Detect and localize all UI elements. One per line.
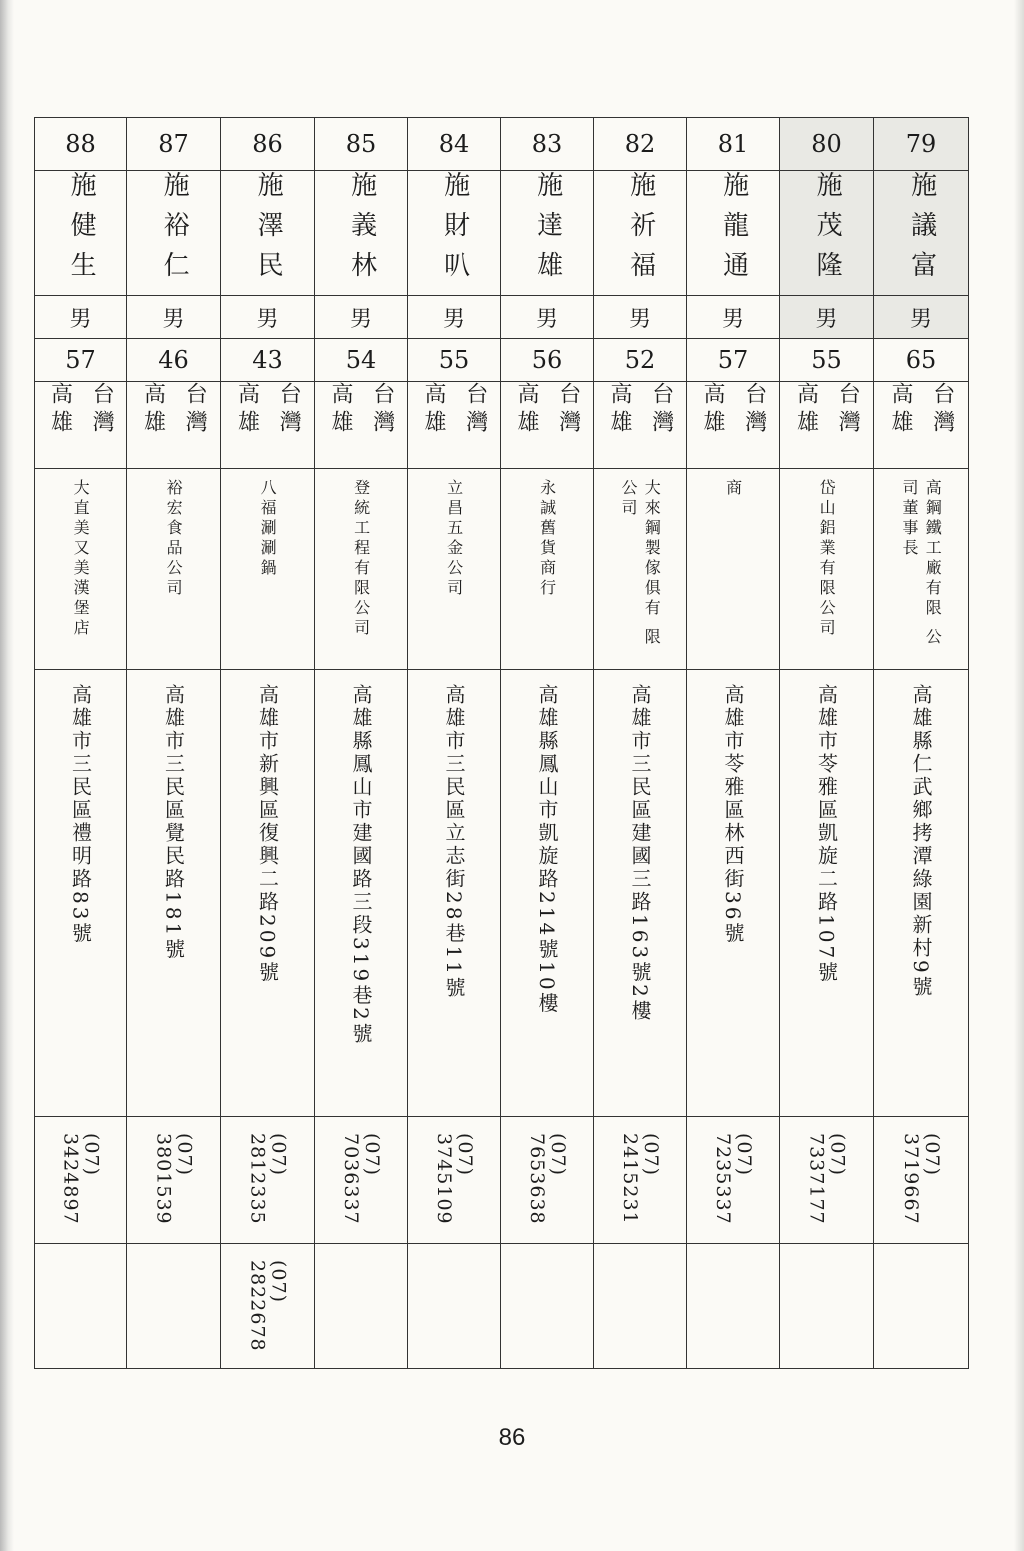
occupation-text: 八福涮涮鍋 <box>258 479 278 579</box>
cell-origin <box>408 382 501 469</box>
origin-text: 台灣 高雄 <box>47 382 115 438</box>
cell-phone-secondary <box>127 1244 221 1369</box>
cell-sex: 男 <box>35 296 127 339</box>
name-text: 施義林 <box>346 171 377 291</box>
cell-occupation <box>408 469 501 670</box>
cell-sex: 男 <box>780 296 874 339</box>
occupation-text: 大直美又美漢堡店 <box>71 479 91 639</box>
cell-phone-secondary <box>594 1244 687 1369</box>
cell-origin <box>221 382 315 469</box>
address-text: 高雄縣鳳山市建國路三段319巷2號 <box>349 684 373 1046</box>
cell-sex: 男 <box>501 296 594 339</box>
origin-text: 台灣 高雄 <box>793 382 861 438</box>
cell-occupation <box>687 469 780 670</box>
address-text: 高雄市三民區覺民路181號 <box>161 684 186 962</box>
page-edge-shadow-right <box>1014 0 1024 1551</box>
cell-occupation <box>221 469 315 670</box>
occupation-text: 裕宏食品公司 <box>164 479 184 599</box>
address-text: 高雄市苓雅區凱旋二路107號 <box>814 684 839 985</box>
cell-phone <box>35 1117 127 1244</box>
cell-name <box>687 171 780 296</box>
cell-address <box>35 670 127 1117</box>
name-text: 施龍通 <box>718 171 749 291</box>
occupation-text: 岱山鋁業有限公司 <box>817 479 837 639</box>
origin-text: 台灣 高雄 <box>700 382 767 438</box>
address-text: 高雄縣仁武鄉拷潭綠園新村9號 <box>909 684 933 999</box>
origin-text: 台灣 高雄 <box>234 382 302 438</box>
cell-age: 52 <box>594 339 687 382</box>
cell-origin <box>35 382 127 469</box>
member-roster-table <box>34 117 969 1369</box>
cell-phone <box>221 1117 315 1244</box>
cell-origin <box>687 382 780 469</box>
cell-age: 55 <box>780 339 874 382</box>
cell-origin <box>501 382 594 469</box>
cell-phone-secondary <box>687 1244 780 1369</box>
name-text: 施健生 <box>66 171 97 291</box>
cell-occupation <box>594 469 687 670</box>
occupation-text: 永誠舊貨商行 <box>537 479 557 599</box>
cell-name <box>874 171 969 296</box>
name-text: 施茂隆 <box>812 171 843 291</box>
cell-age: 57 <box>35 339 127 382</box>
cell-name <box>315 171 408 296</box>
name-text: 施議富 <box>906 171 937 291</box>
occupation-text: 大來鋼製傢俱有 限公司 <box>619 479 662 649</box>
cell-phone <box>408 1117 501 1244</box>
phone-text: (07) 3745109 <box>433 1133 476 1225</box>
cell-phone-secondary <box>780 1244 874 1369</box>
phone-text: (07) 2812335 <box>246 1133 290 1225</box>
address-text: 高雄市三民區禮明路83號 <box>68 684 93 946</box>
cell-phone-secondary <box>408 1244 501 1369</box>
cell-address <box>221 670 315 1117</box>
row-number <box>35 118 969 171</box>
occupation-text: 高鋼鐵工廠有限 公司董事長 <box>900 479 943 649</box>
cell-age: 46 <box>127 339 221 382</box>
cell-age: 43 <box>221 339 315 382</box>
cell-occupation <box>501 469 594 670</box>
name-text: 施財叭 <box>439 171 470 291</box>
cell-address <box>127 670 221 1117</box>
row-name <box>35 171 969 296</box>
phone-text: (07) 3424897 <box>59 1133 103 1225</box>
cell-occupation <box>874 469 969 670</box>
row-phone <box>35 1117 969 1244</box>
address-text: 高雄市苓雅區林西街36號 <box>721 684 745 946</box>
cell-number: 88 <box>35 118 127 171</box>
cell-occupation <box>315 469 408 670</box>
cell-address <box>874 670 969 1117</box>
row-phone-secondary <box>35 1244 969 1369</box>
cell-name <box>594 171 687 296</box>
cell-age: 65 <box>874 339 969 382</box>
phone-text: (07) 3719667 <box>900 1133 943 1225</box>
address-text: 高雄市三民區立志街28巷11號 <box>442 684 466 1000</box>
row-age <box>35 339 969 382</box>
occupation-text: 立昌五金公司 <box>444 479 464 599</box>
cell-phone <box>501 1117 594 1244</box>
row-sex <box>35 296 969 339</box>
cell-phone <box>780 1117 874 1244</box>
cell-phone-secondary <box>501 1244 594 1369</box>
origin-text: 台灣 高雄 <box>328 382 395 438</box>
phone-text: (07) 3801539 <box>152 1133 196 1225</box>
cell-number: 81 <box>687 118 780 171</box>
cell-origin <box>594 382 687 469</box>
name-text: 施祈福 <box>625 171 656 291</box>
cell-origin <box>874 382 969 469</box>
name-text: 施達雄 <box>532 171 563 291</box>
name-text: 施裕仁 <box>159 171 190 291</box>
cell-phone-secondary <box>35 1244 127 1369</box>
phone-text: (07) 2415231 <box>619 1133 662 1225</box>
address-text: 高雄縣鳳山市凱旋路214號10樓 <box>535 684 559 1016</box>
cell-age: 55 <box>408 339 501 382</box>
cell-occupation <box>780 469 874 670</box>
page-number: 86 <box>498 1424 526 1451</box>
cell-phone <box>687 1117 780 1244</box>
cell-number: 82 <box>594 118 687 171</box>
cell-phone-secondary <box>221 1244 315 1369</box>
cell-origin <box>127 382 221 469</box>
cell-phone-secondary <box>874 1244 969 1369</box>
cell-sex: 男 <box>127 296 221 339</box>
cell-name <box>501 171 594 296</box>
cell-sex: 男 <box>315 296 408 339</box>
cell-number: 79 <box>874 118 969 171</box>
cell-phone <box>594 1117 687 1244</box>
origin-text: 台灣 高雄 <box>514 382 581 438</box>
name-text: 施澤民 <box>253 171 284 291</box>
cell-phone <box>874 1117 969 1244</box>
cell-number: 80 <box>780 118 874 171</box>
cell-address <box>594 670 687 1117</box>
cell-name <box>127 171 221 296</box>
occupation-text: 登統工程有限公司 <box>351 479 371 639</box>
cell-address <box>501 670 594 1117</box>
address-text: 高雄市三民區建國三路163號2樓 <box>628 684 652 1023</box>
cell-sex: 男 <box>594 296 687 339</box>
cell-origin <box>315 382 408 469</box>
origin-text: 台灣 高雄 <box>140 382 208 438</box>
cell-name <box>35 171 127 296</box>
cell-number: 84 <box>408 118 501 171</box>
cell-phone <box>315 1117 408 1244</box>
cell-phone-secondary <box>315 1244 408 1369</box>
cell-name <box>780 171 874 296</box>
cell-age: 54 <box>315 339 408 382</box>
cell-address <box>315 670 408 1117</box>
cell-number: 85 <box>315 118 408 171</box>
cell-origin <box>780 382 874 469</box>
phone-text: (07) 7337177 <box>805 1133 849 1225</box>
row-origin <box>35 382 969 469</box>
occupation-text: 商 <box>723 479 743 499</box>
cell-sex: 男 <box>221 296 315 339</box>
cell-sex: 男 <box>687 296 780 339</box>
phone-text: (07) 7653638 <box>526 1133 569 1225</box>
origin-text: 台灣 高雄 <box>607 382 674 438</box>
cell-age: 57 <box>687 339 780 382</box>
cell-number: 86 <box>221 118 315 171</box>
cell-address <box>780 670 874 1117</box>
cell-sex: 男 <box>408 296 501 339</box>
cell-name <box>408 171 501 296</box>
phone-text: (07) 7036337 <box>340 1133 383 1225</box>
cell-occupation <box>127 469 221 670</box>
cell-address <box>687 670 780 1117</box>
cell-number: 87 <box>127 118 221 171</box>
origin-text: 台灣 高雄 <box>421 382 488 438</box>
phone2-text: (07) 2822678 <box>246 1260 290 1352</box>
phone-text: (07) 7235337 <box>712 1133 755 1225</box>
cell-phone <box>127 1117 221 1244</box>
origin-text: 台灣 高雄 <box>888 382 955 438</box>
page-edge-shadow <box>0 0 14 1551</box>
cell-age: 56 <box>501 339 594 382</box>
address-text: 高雄市新興區復興二路209號 <box>255 684 280 985</box>
cell-sex: 男 <box>874 296 969 339</box>
cell-occupation <box>35 469 127 670</box>
row-address <box>35 670 969 1117</box>
cell-number: 83 <box>501 118 594 171</box>
cell-address <box>408 670 501 1117</box>
row-occupation <box>35 469 969 670</box>
cell-name <box>221 171 315 296</box>
